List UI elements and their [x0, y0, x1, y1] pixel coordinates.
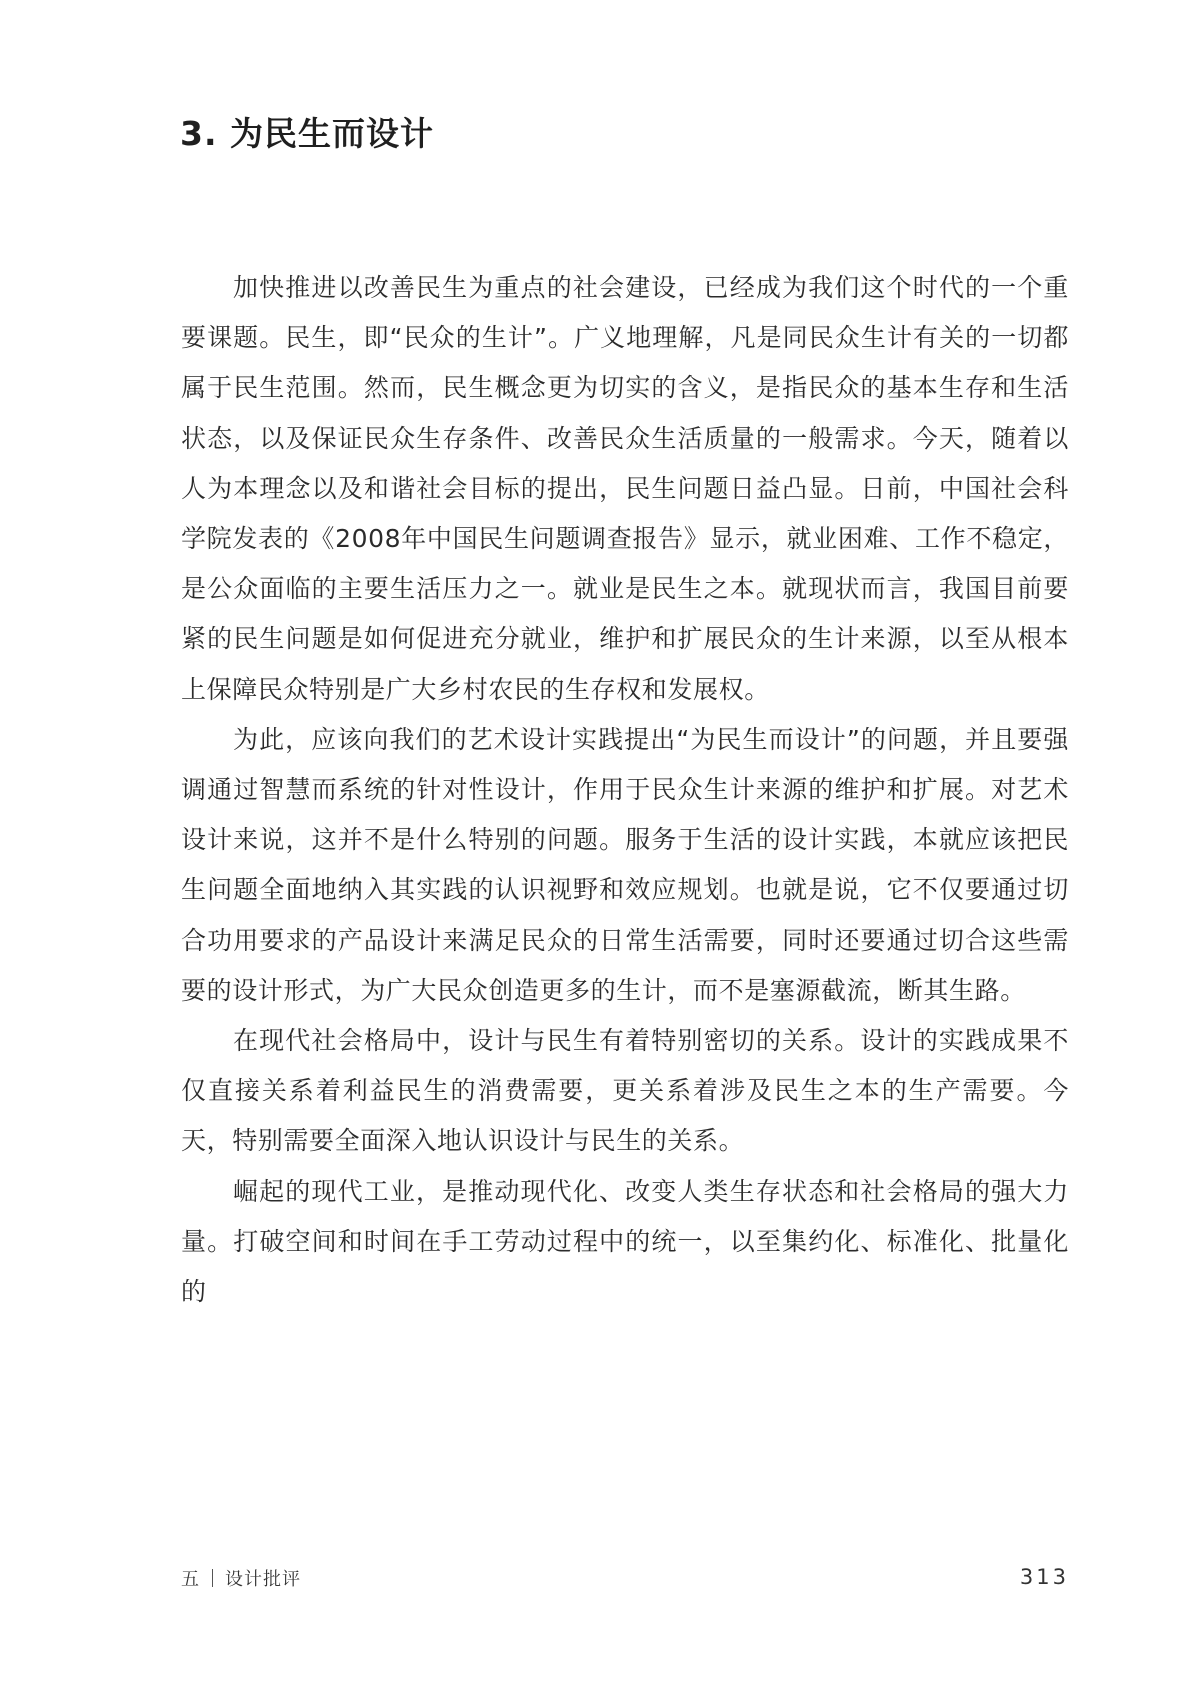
paragraph-4: 崛起的现代工业，是推动现代化、改变人类生存状态和社会格局的强大力量。打破空间和时间在手工劳动过程中的统一，以至集约化、标准化、批量化的: [181, 1176, 1069, 1307]
chapter-number: 五: [181, 1569, 200, 1590]
chapter-title: 设计批评: [225, 1569, 301, 1590]
footer-divider: [212, 1569, 213, 1587]
page-number: 313: [1019, 1565, 1069, 1589]
paragraph-2: 为此，应该向我们的艺术设计实践提出“为民生而设计”的问题，并且要强调通过智慧而系统的针对性设计，作用于民众生计来源的维护和扩展。对艺术设计来说，这并不是什么特别的问题。服务于生活的设计实践，本就应该把民生问题全面地纳入其实践的认识视野和效应规划。也就是说，它不仅要通过切合功用要求的产品设计来满足民众的日常生活需要，同时还要通过切合这些需要的设计形式，为广大民众创造更多的生计，而不是塞源截流，断其生路。: [181, 724, 1069, 1005]
body-text: [181, 263, 1069, 1317]
paragraph-1: 加快推进以改善民生为重点的社会建设，已经成为我们这个时代的一个重要课题。民生，即“民众的生计”。广义地理解，凡是同民众生计有关的一切都属于民生范围。然而，民生概念更为切实的含义，是指民众的基本生存和生活状态，以及保证民众生存条件、改善民众生活质量的一般需求。今天，随着以人为本理念以及和谐社会目标的提出，民生问题日益凸显。日前，中国社会科学院发表的《2008年中国民生问题调查报告》显示，就业困难、工作不稳定，是公众面临的主要生活压力之一。就业是民生之本。就现状而言，我国目前要紧的民生问题是如何促进充分就业，维护和扩展民众的生计来源，以至从根本上保障民众特别是广大乡村农民的生存权和发展权。: [181, 273, 1069, 704]
page-footer: [181, 1565, 1069, 1595]
paragraph-3: 在现代社会格局中，设计与民生有着特别密切的关系。设计的实践成果不仅直接关系着利益民生的消费需要，更关系着涉及民生之本的生产需要。今天，特别需要全面深入地认识设计与民生的关系。: [181, 1026, 1069, 1156]
running-footer: [181, 1565, 301, 1591]
section-heading: 3. 为民生而设计: [180, 114, 434, 153]
